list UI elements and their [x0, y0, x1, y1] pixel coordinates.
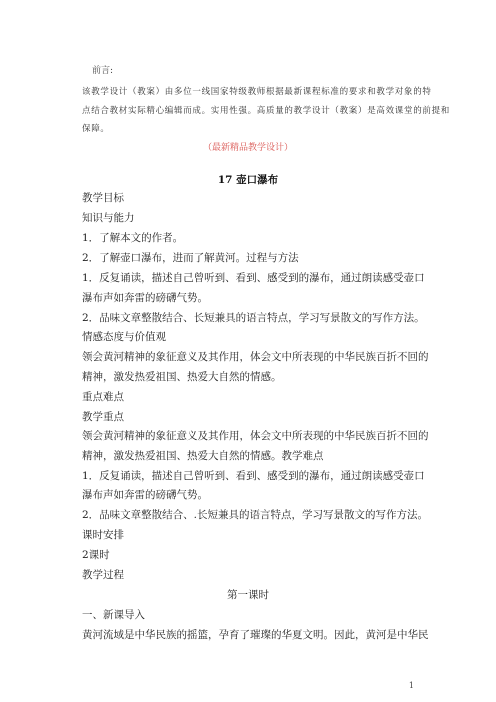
lesson-title: 17 壶口瀑布	[217, 174, 279, 186]
heading-intro: 一、新课导入	[82, 609, 145, 621]
heading-first-lesson: 第一课时	[227, 589, 269, 601]
heading-attitude-values: 情感态度与价值观	[82, 331, 166, 343]
preface-label: 前言:	[92, 66, 114, 76]
heading-schedule: 课时安排	[82, 529, 124, 541]
paragraph-line: 领会黄河精神的象征意义及其作用，体会文中所表现的中华民族百折不回的	[82, 430, 429, 442]
paragraph-line: 黄河流域是中华民族的摇篮，孕育了璀璨的华夏文明。因此，黄河是中华民	[82, 629, 429, 641]
preface-line-3: 保障。	[82, 124, 110, 134]
paragraph-line: 精神，激发热爱祖国、热爱大自然的情感。	[82, 371, 282, 383]
paragraph-line: 精神，激发热爱祖国、热爱大自然的情感。教学难点	[82, 450, 324, 462]
heading-teaching-goals: 教学目标	[82, 192, 124, 204]
preface-line-1: 该教学设计（教案）由多位一线国家特级教师根据最新课程标准的要求和教学对象的特	[82, 87, 432, 97]
list-item: 1．了解本文的作者。	[82, 232, 184, 244]
heading-knowledge-ability: 知识与能力	[82, 212, 135, 224]
heading-teaching-focus: 教学重点	[82, 411, 124, 423]
list-item: 2．品味文章整散结合、.长短兼具的语言特点，学习写景散文的写作方法。	[82, 509, 429, 521]
list-item: 1．反复诵读，描述自己曾听到、看到、感受到的瀑布，通过朗读感受壶口	[82, 470, 425, 482]
heading-key-points: 重点难点	[82, 391, 124, 403]
paragraph-line: 瀑布声如奔雷的磅礴气势。	[82, 292, 208, 304]
list-item: 2．品味文章整散结合、长短兼具的语言特点，学习写景散文的写作方法。	[82, 312, 425, 324]
heading-process: 教学过程	[82, 569, 124, 581]
list-item: 1．反复诵读，描述自己曾听到、看到、感受到的瀑布，通过朗读感受壶口	[82, 272, 425, 284]
paragraph-line: 领会黄河精神的象征意义及其作用，体会文中所表现的中华民族百折不回的	[82, 351, 429, 363]
page-number: 1	[408, 681, 414, 690]
paragraph-line: 2课时	[82, 549, 110, 561]
preface-line-2: 点结合教材实际精心编辑而成。实用性强。高质量的教学设计（教案）是高效课堂的前提和	[82, 106, 451, 116]
quality-tag: （最新精品教学设计）	[202, 143, 293, 153]
list-item: 2．了解壶口瀑布，进而了解黄河。过程与方法	[82, 252, 299, 264]
paragraph-line: 瀑布声如奔雷的磅礴气势。	[82, 489, 208, 501]
